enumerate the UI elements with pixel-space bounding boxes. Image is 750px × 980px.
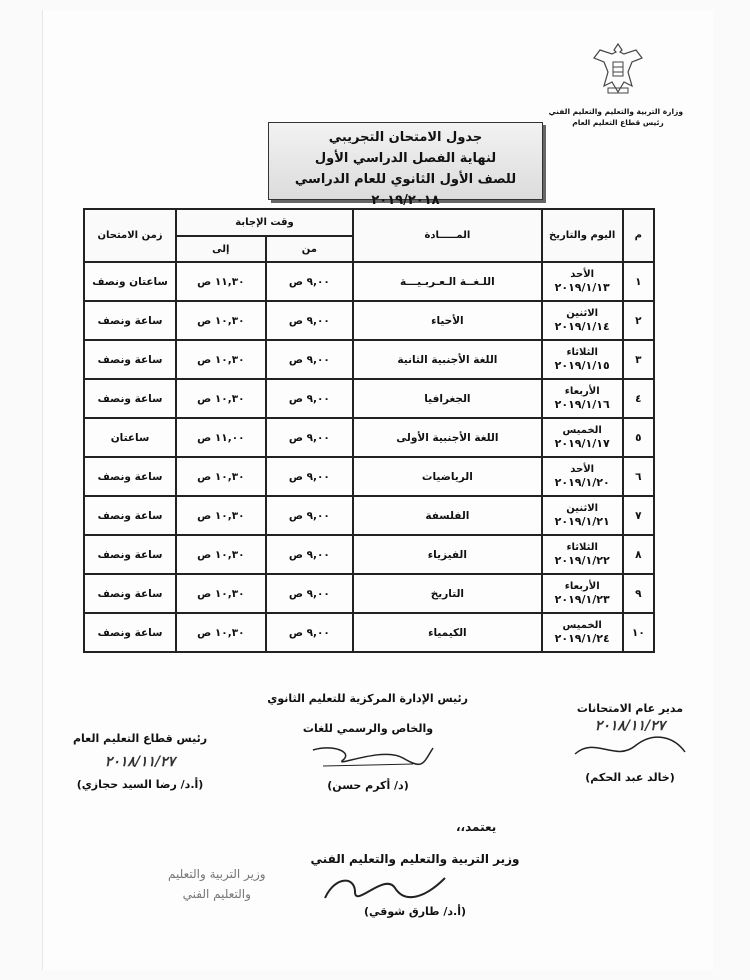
exam-schedule-table <box>83 208 655 653</box>
central-admin-name: (د/ أكرم حسن) <box>327 779 409 792</box>
duration-cell: ساعة ونصف <box>84 301 176 340</box>
table-row <box>84 496 654 535</box>
day-name: الأربعاء <box>564 386 600 397</box>
day-name: الأحد <box>570 269 595 280</box>
exams-director-handwritten-date: ٢٠١٨/١١/٢٧ <box>594 718 666 734</box>
header-number: م <box>623 209 654 262</box>
duration-cell: ساعة ونصف <box>84 457 176 496</box>
sector-head-handwritten-date: ٢٠١٨/١١/٢٧ <box>104 754 176 770</box>
title-line-2: لنهاية الفصل الدراسي الأول <box>314 151 497 166</box>
day-name: الخميس <box>562 425 602 436</box>
exam-date: ٢٠١٩/١/٢٠ <box>554 476 610 489</box>
end-time: ١٠,٣٠ ص <box>176 457 266 496</box>
start-time: ٩,٠٠ ص <box>266 535 353 574</box>
eagle-emblem-icon <box>588 38 648 98</box>
day-name: الأحد <box>570 464 595 475</box>
schedule-title-box <box>268 122 543 208</box>
sector-head-title: رئيس قطاع التعليم العام <box>72 732 208 745</box>
duration-cell: ساعة ونصف <box>84 574 176 613</box>
table-row <box>84 613 654 652</box>
end-time: ١٠,٣٠ ص <box>176 301 266 340</box>
minister-title: وزير التربية والتعليم والتعليم الفني <box>310 852 520 866</box>
subject-cell: اللـغــة الـعـربـيـــة <box>353 262 542 301</box>
subject-cell: الأحياء <box>353 301 542 340</box>
minister-name: (أ.د/ طارق شوقي) <box>363 905 467 918</box>
table-row <box>84 301 654 340</box>
table-row <box>84 418 654 457</box>
exams-director-title: مدير عام الامتحانات <box>576 702 684 715</box>
minister-signature-icon <box>315 868 475 908</box>
start-time: ٩,٠٠ ص <box>266 418 353 457</box>
day-name: الخميس <box>562 620 602 631</box>
central-admin-signature-icon <box>293 738 443 772</box>
signature-central-admin <box>268 690 468 792</box>
subject-cell: الفيزياء <box>353 535 542 574</box>
title-line-1: جدول الامتحان التجريبي <box>328 130 483 145</box>
start-time: ٩,٠٠ ص <box>266 613 353 652</box>
table-row <box>84 262 654 301</box>
stamp-line-2: والتعليم الفني <box>182 887 251 901</box>
exam-date: ٢٠١٩/١/١٦ <box>554 398 610 411</box>
signature-minister <box>300 850 530 918</box>
row-number: ٥ <box>623 418 654 457</box>
end-time: ١١,٠٠ ص <box>176 418 266 457</box>
start-time: ٩,٠٠ ص <box>266 457 353 496</box>
exams-director-signature-icon <box>565 734 695 764</box>
day-name: الاثنين <box>566 308 599 319</box>
duration-cell: ساعتان <box>84 418 176 457</box>
day-date-cell <box>542 301 623 340</box>
subject-cell: اللغة الأجنبية الأولى <box>353 418 542 457</box>
end-time: ١٠,٣٠ ص <box>176 574 266 613</box>
day-name: الاثنين <box>566 503 599 514</box>
sector-name: رئيس قطاع التعليم العام <box>572 118 664 127</box>
table-row <box>84 574 654 613</box>
table-row <box>84 379 654 418</box>
subject-cell: الجغرافيا <box>353 379 542 418</box>
exam-date: ٢٠١٩/١/١٤ <box>554 320 610 333</box>
ministry-header <box>548 38 683 128</box>
end-time: ١٠,٣٠ ص <box>176 340 266 379</box>
exam-date: ٢٠١٩/١/٢١ <box>554 515 610 528</box>
row-number: ٢ <box>623 301 654 340</box>
subject-cell: الرياضيات <box>353 457 542 496</box>
exams-director-name: (خالد عبد الحكم) <box>585 771 675 784</box>
day-date-cell <box>542 535 623 574</box>
day-date-cell <box>542 496 623 535</box>
start-time: ٩,٠٠ ص <box>266 301 353 340</box>
row-number: ٨ <box>623 535 654 574</box>
header-day-date: اليوم والتاريخ <box>542 209 623 262</box>
header-from: من <box>266 236 353 262</box>
subject-cell: الكيمياء <box>353 613 542 652</box>
signature-exams-director <box>555 700 705 784</box>
table-row <box>84 535 654 574</box>
central-admin-title-1: رئيس الإدارة المركزية للتعليم الثانوي <box>267 692 468 705</box>
day-date-cell <box>542 613 623 652</box>
signature-sector-head <box>60 730 220 791</box>
header-subject: المـــــادة <box>353 209 542 262</box>
table-row <box>84 457 654 496</box>
subject-cell: التاريخ <box>353 574 542 613</box>
exam-date: ٢٠١٩/١/١٧ <box>554 437 610 450</box>
duration-cell: ساعة ونصف <box>84 496 176 535</box>
duration-cell: ساعة ونصف <box>84 613 176 652</box>
row-number: ٩ <box>623 574 654 613</box>
central-admin-title-2: والخاص والرسمي للغات <box>302 722 434 735</box>
row-number: ٧ <box>623 496 654 535</box>
exam-date: ٢٠١٩/١/٢٢ <box>554 554 610 567</box>
day-date-cell <box>542 379 623 418</box>
start-time: ٩,٠٠ ص <box>266 574 353 613</box>
subject-cell: الفلسفة <box>353 496 542 535</box>
start-time: ٩,٠٠ ص <box>266 262 353 301</box>
start-time: ٩,٠٠ ص <box>266 379 353 418</box>
start-time: ٩,٠٠ ص <box>266 496 353 535</box>
end-time: ١١,٣٠ ص <box>176 262 266 301</box>
start-time: ٩,٠٠ ص <box>266 340 353 379</box>
day-date-cell <box>542 574 623 613</box>
row-number: ٦ <box>623 457 654 496</box>
duration-cell: ساعتان ونصف <box>84 262 176 301</box>
subject-cell: اللغة الأجنبية الثانية <box>353 340 542 379</box>
day-date-cell <box>542 418 623 457</box>
end-time: ١٠,٣٠ ص <box>176 496 266 535</box>
header-answer-time: وقت الإجابة <box>176 209 353 236</box>
day-name: الأربعاء <box>564 581 600 592</box>
duration-cell: ساعة ونصف <box>84 340 176 379</box>
title-line-3: للصف الأول الثانوي للعام الدراسي ٢٠١٩/٢٠١٨ <box>294 172 517 208</box>
day-date-cell <box>542 340 623 379</box>
end-time: ١٠,٣٠ ص <box>176 613 266 652</box>
approved-label: يعتمد،، <box>456 820 497 834</box>
exam-date: ٢٠١٩/١/١٥ <box>554 359 610 372</box>
table-row <box>84 340 654 379</box>
stamp-line-1: وزير التربية والتعليم <box>168 867 266 881</box>
exam-date: ٢٠١٩/١/٢٤ <box>554 632 610 645</box>
day-name: الثلاثاء <box>566 542 598 553</box>
ministry-name: وزارة التربية والتعليم والتعليم الفني <box>548 107 683 116</box>
end-time: ١٠,٣٠ ص <box>176 535 266 574</box>
header-duration: زمن الامتحان <box>84 209 176 262</box>
minister-stamp <box>168 864 266 904</box>
end-time: ١٠,٣٠ ص <box>176 379 266 418</box>
sector-head-name: (أ.د/ رضا السيد حجازي) <box>76 778 204 791</box>
exam-date: ٢٠١٩/١/٢٣ <box>554 593 610 606</box>
day-date-cell <box>542 262 623 301</box>
row-number: ١٠ <box>623 613 654 652</box>
duration-cell: ساعة ونصف <box>84 379 176 418</box>
day-date-cell <box>542 457 623 496</box>
exam-date: ٢٠١٩/١/١٣ <box>554 281 610 294</box>
day-name: الثلاثاء <box>566 347 598 358</box>
row-number: ٤ <box>623 379 654 418</box>
duration-cell: ساعة ونصف <box>84 535 176 574</box>
row-number: ١ <box>623 262 654 301</box>
row-number: ٣ <box>623 340 654 379</box>
header-to: إلى <box>176 236 266 262</box>
